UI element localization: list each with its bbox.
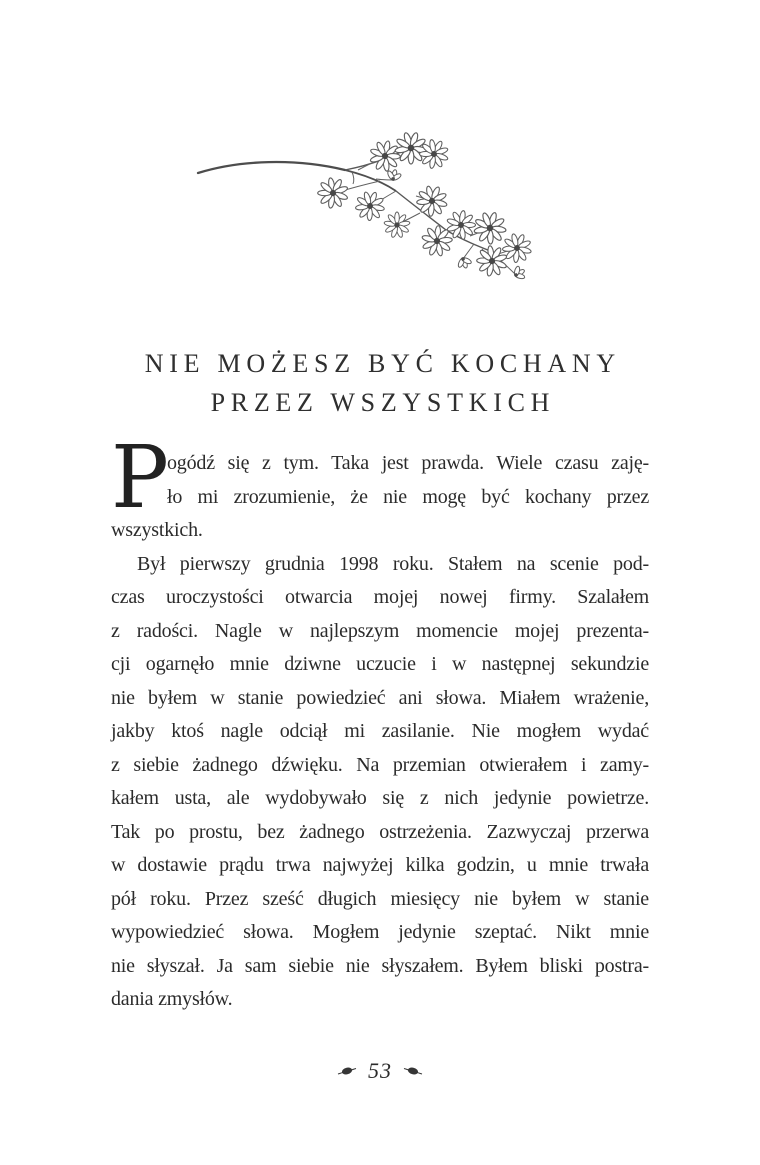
text-line: Tak po prostu, bez żadnego ostrzeżenia. Zazwyczaj przerwa <box>111 820 649 843</box>
text-line: z siebie żadnego dźwięku. Na przemian otwierałem i zamy- <box>111 753 649 776</box>
leaf-ornament-right-icon <box>403 1065 423 1078</box>
page-number: 53 <box>368 1058 392 1083</box>
flower-illustration <box>180 118 580 298</box>
leaf-ornament-left-icon <box>337 1065 357 1078</box>
text-line: pół roku. Przez sześć długich miesięcy nie byłem w stanie <box>111 887 649 910</box>
text-line: jakby ktoś nagle odciął mi zasilanie. Nie mogłem wydać <box>111 720 649 742</box>
text-line: ło mi zrozumienie, że nie mogę być kochany przez <box>167 485 649 508</box>
text-line: czas uroczystości otwarcia mojej nowej firmy. Szalałem <box>111 586 649 608</box>
paragraph-1 <box>111 428 649 548</box>
drop-cap: P <box>111 428 169 528</box>
text-line: w dostawie prądu trwa najwyżej kilka godzin, u mnie trwała <box>111 854 649 876</box>
text-line: Był pierwszy grudnia 1998 roku. Stałem na scenie pod- <box>137 552 649 575</box>
text-line: wszystkich. <box>111 519 203 541</box>
text-line: nie byłem w stanie powiedzieć ani słowa. Miałem wrażenie, <box>111 686 649 709</box>
text-line: cji ogarnęło mnie dziwne uczucie i w następnej sekundzie <box>111 653 649 675</box>
text-line: wypowiedzieć słowa. Mogłem jedynie szeptać. Nikt mnie <box>111 921 649 943</box>
body-text <box>111 428 649 1017</box>
chapter-title-line-2: PRZEZ WSZYSTKICH <box>210 388 556 417</box>
text-line: nie słyszał. Ja sam siebie nie słyszałem. Byłem bliski postra- <box>111 954 649 977</box>
text-line: dania zmysłów. <box>111 988 233 1010</box>
flower-branch-svg <box>180 118 580 298</box>
page-footer <box>0 1058 760 1084</box>
text-line: ogódź się z tym. Taka jest prawda. Wiele czasu zaję- <box>167 452 649 474</box>
chapter-title-line-1: NIE MOŻESZ BYĆ KOCHANY <box>144 349 621 378</box>
text-line: kałem usta, ale wydobywało się z nich jedynie powietrze. <box>111 787 649 809</box>
chapter-title <box>0 344 760 422</box>
text-line: z radości. Nagle w najlepszym momencie mojej prezenta- <box>111 619 649 642</box>
paragraph-2 <box>111 548 649 1017</box>
